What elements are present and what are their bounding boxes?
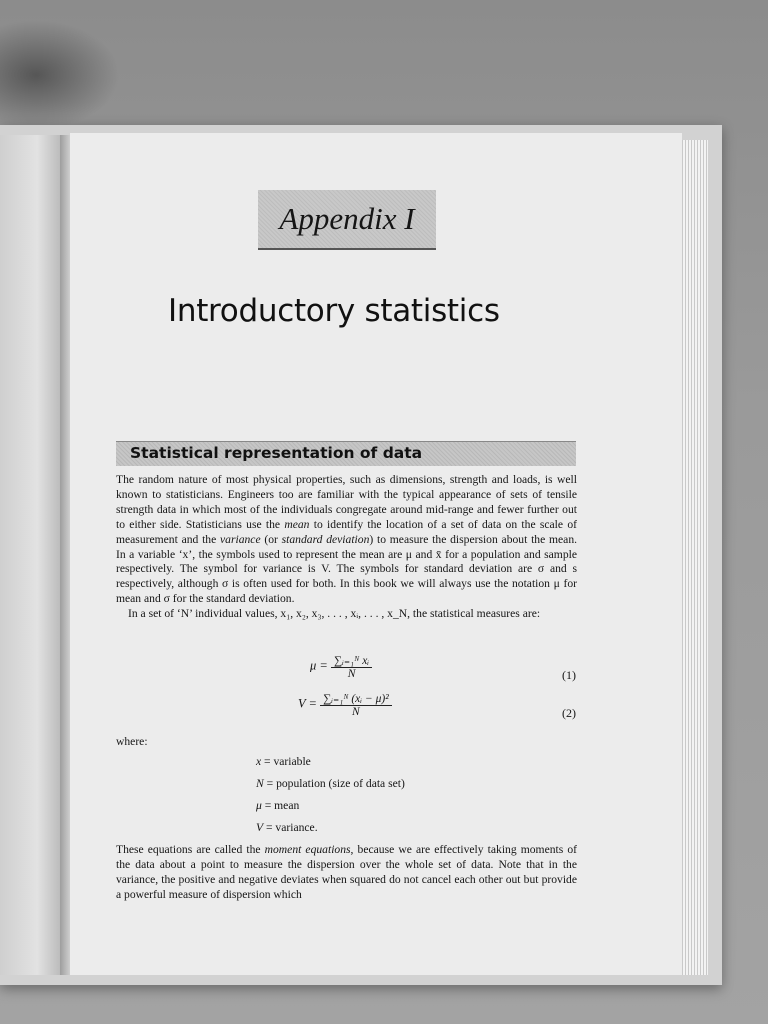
eq1-lhs: μ = (310, 658, 328, 673)
definition-v (256, 821, 318, 834)
appendix-label-box (258, 190, 436, 250)
eq1-denominator: N (347, 668, 356, 680)
paragraph-moments (116, 843, 577, 903)
text-run: moment equations (264, 843, 351, 856)
definition-text: = variable (261, 755, 311, 768)
text-run: standard deviation (281, 532, 370, 546)
definition-x (256, 755, 311, 768)
text-run: variance (220, 532, 261, 546)
text-run: to identify the location of a set of data on the scale of measurement and the (116, 517, 577, 546)
eq2-fraction (320, 691, 392, 718)
paragraph-set: In a set of ‘N’ individual values, x₁, x₂, x₃, . . . , xᵢ, . . . , x_N, the statistical measures are: (128, 607, 541, 621)
eq2-numerator: ∑ᵢ₌₁ᴺ (xᵢ − μ)² (320, 691, 392, 706)
eq1-fraction (331, 653, 372, 680)
book-page (70, 133, 682, 975)
section-heading-bar (116, 441, 576, 466)
definition-symbol: μ (256, 799, 262, 812)
left-page-edge (0, 135, 62, 975)
text-run: mean (284, 517, 310, 531)
definition-text: = variance. (263, 821, 318, 834)
text-run: These equations are called the (116, 843, 265, 856)
text-run: (or (260, 532, 282, 546)
section-heading: Statistical representation of data (130, 444, 423, 462)
definition-symbol: V (256, 821, 264, 834)
definition-text: = population (size of data set) (263, 777, 405, 790)
where-label: where: (116, 735, 148, 748)
text-run: ) to measure the dispersion about the mean. In a variable ‘x’, the symbols used to represent the mean are μ and x̄ for a population and sample respectively. The symbol for variance is V. The symbols for standard deviation are σ and s respectively, although σ is often used for both. In this book we will always use the notation μ for mean and σ for the standard deviation. (116, 532, 578, 606)
equation-mean (310, 653, 372, 680)
definition-symbol: N (256, 777, 264, 790)
eq1-number: (1) (562, 668, 576, 682)
definition-n (256, 777, 405, 790)
page-stack-edge (680, 140, 708, 975)
eq2-number: (2) (562, 706, 576, 720)
body-text-bottom (116, 843, 577, 903)
eq1-numerator: ∑ᵢ₌₁ᴺ xᵢ (331, 653, 372, 668)
background-shadow (0, 20, 120, 130)
page-title: Introductory statistics (168, 293, 500, 329)
body-text-top (116, 473, 577, 622)
eq2-lhs: V = (298, 696, 317, 711)
eq2-denominator: N (352, 706, 360, 718)
definition-text: = mean (261, 799, 300, 812)
appendix-label: Appendix I (279, 201, 415, 236)
definition-mu (256, 799, 299, 812)
text-run: The random nature of most physical properties, such as dimensions, strength and loads, is well known to statisticians. Engineers too are familiar with the typical appearance of sets of tensile strength data in which most of the individuals congregate around mid-range and fewer further out to either side. Statisticians use the (116, 473, 577, 531)
equation-variance (298, 691, 392, 718)
paragraph-intro (116, 473, 577, 607)
text-run: , because we are effectively taking moments of the data about a point to measure the dispersion over the whole set of data. Note that in the variance, the positive and negative deviates when squared do not cancel each other out but provide a powerful measure of dispersion which (116, 843, 577, 901)
definition-symbol: x (256, 755, 262, 768)
